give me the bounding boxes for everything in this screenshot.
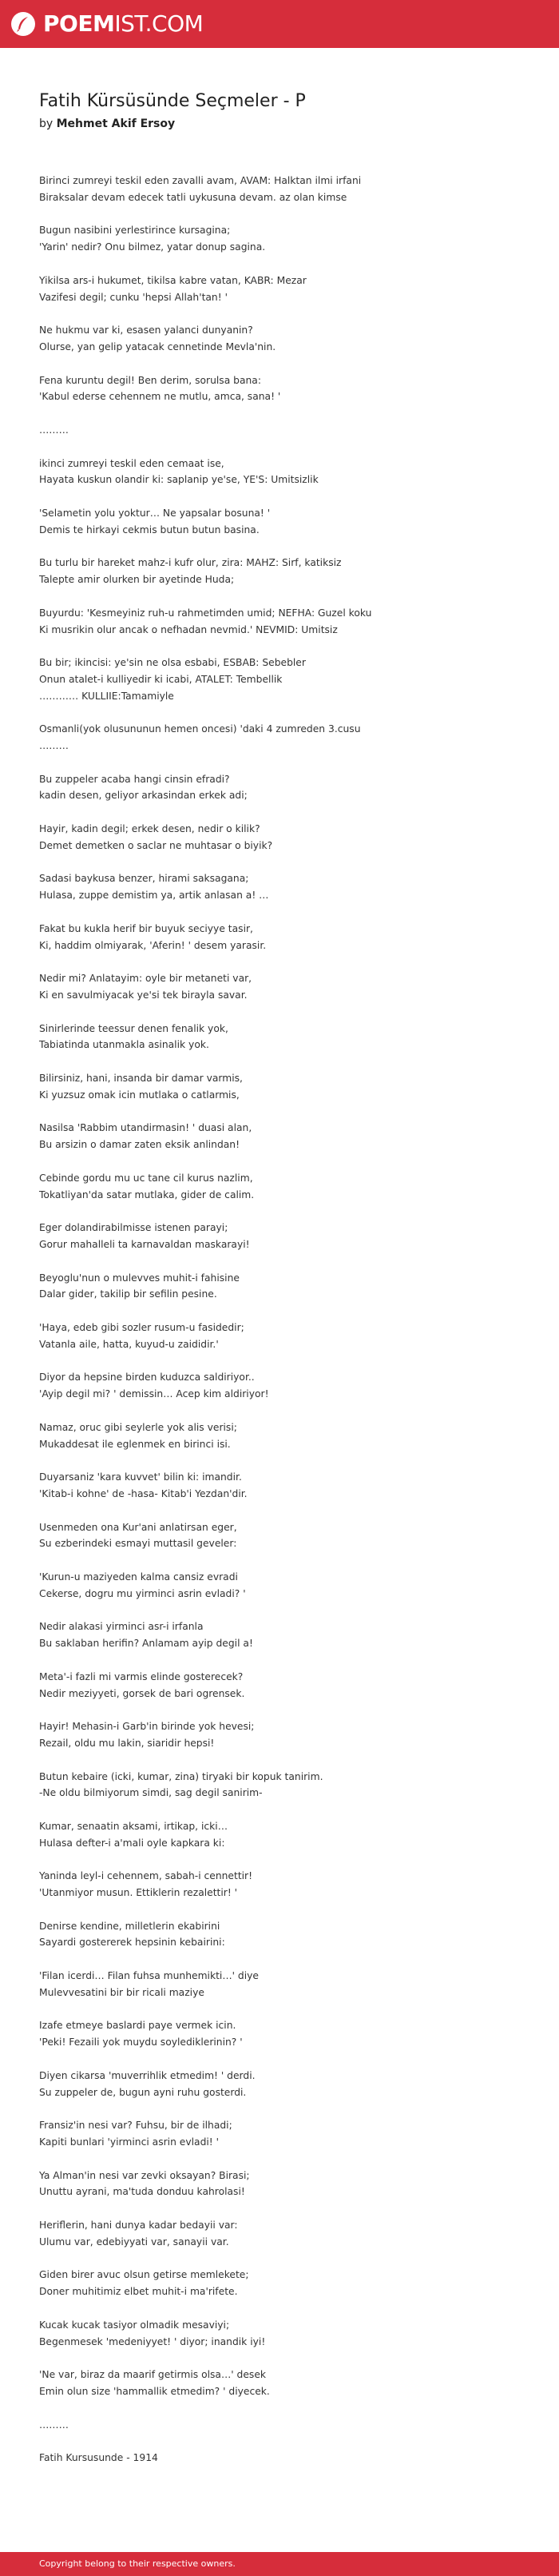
poem-line: Yikilsa ars-i hukumet, tikilsa kabre vatan, KABR: Mezar [39, 274, 307, 286]
poem-stanza [39, 555, 534, 588]
poem-line: Talepte amir olurken bir ayetinde Huda; [39, 574, 235, 586]
author-name[interactable]: Mehmet Akif Ersoy [56, 117, 176, 130]
poem-line: 'Kitab-i kohne' de -hasa- Kitab'i Yezdan'dir. [39, 1487, 248, 1499]
poem-line: Cekerse, dogru mu yirminci asrin evladi? ' [39, 1587, 246, 1599]
poem-stanza [39, 1419, 534, 1453]
poem-line: Rezail, oldu mu lakin, siaridir hepsi! [39, 1737, 215, 1749]
poem-stanza [39, 1868, 534, 1901]
poem-line: Hayir, kadin degil; erkek desen, nedir o kilik? [39, 823, 260, 835]
poem-line: Bugun nasibini yerlestirince kursagina; [39, 225, 231, 237]
poem-stanza [39, 605, 534, 639]
poem-line: Gorur mahalleli ta karnavaldan maskarayi! [39, 1239, 250, 1250]
poem-stanza [39, 1021, 534, 1054]
poem-line: Mukaddesat ile eglenmek en birinci isi. [39, 1438, 231, 1450]
poem-line: Namaz, oruc gibi seylerle yok alis verisi; [39, 1421, 237, 1433]
poem-stanza [39, 1120, 534, 1153]
poem-line: ……… [39, 424, 69, 436]
poem-stanza [39, 2068, 534, 2101]
poem-line: Hayata kuskun olandir ki: saplanip ye'se, YE'S: Umitsizlik [39, 474, 319, 486]
poem-stanza [39, 921, 534, 954]
poem-line: kadin desen, geliyor arkasindan erkek adi; [39, 790, 248, 802]
poem-line: 'Peki! Fezaili yok muydu soylediklerinin? ' [39, 2037, 243, 2048]
poem-stanza [39, 821, 534, 854]
logo-text [43, 11, 203, 37]
poem-stanza [39, 1369, 534, 1403]
poem-line: Sayardi gostererek hepsinin kebairini: [39, 1937, 225, 1949]
poem-stanza [39, 2317, 534, 2351]
poem-stanza [39, 222, 534, 256]
poem-title: Fatih Kürsüsünde Seçmeler - P [39, 91, 306, 111]
footer-bar [0, 2552, 559, 2576]
poem-line: Bu zuppeler acaba hangi cinsin efradi? [39, 773, 230, 785]
poem-line: 'Utanmiyor musun. Ettiklerin rezalettir! ' [39, 1887, 238, 1899]
poem-line: Onun atalet-i kulliyedir ki icabi, ATALET: Tembellik [39, 673, 283, 685]
poem-line: Su zuppeler de, bugun ayni ruhu gosterdi. [39, 2086, 247, 2098]
poem-line: Osmanli(yok olusununun hemen oncesi) 'daki 4 zumreden 3.cusu [39, 723, 361, 735]
poem-line: Mulevvesatini bir bir ricali maziye [39, 1986, 204, 1998]
poem-line: Ki en savulmiyacak ye'si tek birayla savar. [39, 989, 248, 1001]
by-label: by [39, 117, 54, 130]
poem-line: Sinirlerinde teessur denen fenalik yok, [39, 1022, 228, 1034]
poem-stanza [39, 322, 534, 356]
poem-line: Hulasa, zuppe demistim ya, artik anlasan a! … [39, 890, 269, 902]
poem-line: -Ne oldu bilmiyorum simdi, sag degil sanirim- [39, 1787, 263, 1799]
poem-line: Tokatliyan'da satar mutlaka, gider de calim. [39, 1188, 255, 1200]
poem-line: ……… [39, 740, 69, 752]
poem-line: Ulumu var, edebiyyati var, sanayii var. [39, 2236, 229, 2248]
byline [39, 116, 175, 132]
poem-stanza [39, 456, 534, 489]
poem-line: Buyurdu: 'Kesmeyiniz ruh-u rahmetimden umid; NEFHA: Guzel koku [39, 607, 372, 619]
poem-line: Su ezberindeki esmayi muttasil geveler: [39, 1538, 237, 1550]
poem-line: Kucak kucak tasiyor olmadik mesaviyi; [39, 2319, 230, 2331]
poem-line: ………… KULLIIE:Tamamiyle [39, 690, 174, 702]
poem-line: Nedir meziyyeti, gorsek de bari ogrensek. [39, 1687, 245, 1699]
poem-line: Eger dolandirabilmisse istenen parayi; [39, 1222, 228, 1234]
poem-line: Begenmesek 'medeniyyet! ' diyor; inandik iyi! [39, 2335, 266, 2347]
poem-line: 'Selametin yolu yoktur… Ne yapsalar bosuna! ' [39, 507, 271, 519]
poem-stanza [39, 2117, 534, 2151]
poem-stanza [39, 1220, 534, 1253]
poem-line: Vazifesi degil; cunku 'hepsi Allah'tan! ' [39, 291, 228, 303]
poem-stanza [39, 870, 534, 904]
poem-line: 'Filan icerdi… Filan fuhsa munhemikti…' diye [39, 1970, 259, 1982]
poem-line: Unuttu ayrani, ma'tuda donduu kahrolasi! [39, 2186, 245, 2198]
poem-line: Fena kuruntu degil! Ben derim, sorulsa bana: [39, 374, 261, 386]
poem-line: 'Yarin' nedir? Onu bilmez, yatar donup sagina. [39, 241, 266, 253]
poem-line: Denirse kendine, milletlerin ekabirini [39, 1920, 220, 1932]
poem-line: Butun kebaire (icki, kumar, zina) tiryaki bir kopuk tanirim. [39, 1770, 323, 1782]
poem-line: Yaninda leyl-i cehennem, sabah-i cennettir! [39, 1870, 253, 1882]
poem-stanza [39, 2217, 534, 2251]
poem-line: Meta'-i fazli mi varmis elinde gosterecek? [39, 1670, 244, 1682]
poem-line: Cebinde gordu mu uc tane cil kurus nazlim, [39, 1172, 253, 1184]
poem-line: Hulasa defter-i a'mali oyle kapkara ki: [39, 1837, 225, 1849]
poem-line: 'Kabul ederse cehennem ne mutlu, amca, sana! ' [39, 391, 281, 403]
poem-line: 'Kurun-u maziyeden kalma cansiz evradi [39, 1571, 238, 1583]
poem-stanza [39, 505, 534, 539]
poem-line: Duyarsaniz 'kara kuvvet' bilin ki: imandir. [39, 1471, 242, 1483]
poem-line: 'Haya, edeb gibi sozler rusum-u fasidedir; [39, 1321, 244, 1333]
poem-stanza [39, 173, 534, 206]
poem-stanza [39, 1818, 534, 1852]
poem-line: Olurse, yan gelip yatacak cennetinde Mevla'nin. [39, 340, 276, 352]
poem-stanza [39, 2017, 534, 2051]
poem-line: Nedir mi? Anlatayim: oyle bir metaneti var, [39, 973, 252, 985]
poem-line: Usenmeden ona Kur'ani anlatirsan eger, [39, 1521, 237, 1533]
poem-line: Fatih Kursusunde - 1914 [39, 2452, 158, 2464]
logo-text-bold: POEM [43, 10, 115, 37]
poem-stanza [39, 655, 534, 704]
poem-line: Hayir! Mehasin-i Garb'in birinde yok hevesi; [39, 1721, 255, 1733]
poem-line: Fransiz'in nesi var? Fuhsu, bir de ilhadi; [39, 2120, 232, 2132]
poem-line: Nedir alakasi yirminci asr-i irfanla [39, 1621, 204, 1633]
poem-line: Demet demetken o saclar ne muhtasar o biyik? [39, 839, 273, 851]
poem-line: Nasilsa 'Rabbim utandirmasin! ' duasi alan, [39, 1122, 252, 1134]
poem-line: Sadasi baykusa benzer, hirami saksagana; [39, 873, 249, 885]
logo-text-light: IST.COM [114, 10, 204, 37]
poem-stanza [39, 1270, 534, 1304]
poem-stanza [39, 1918, 534, 1952]
poem-line: Emin olun size 'hammallik etmedim? ' diyecek. [39, 2385, 270, 2397]
poem-line: Dalar gider, takilip bir sefilin pesine. [39, 1288, 217, 1300]
poem-line: Ya Alman'in nesi var zevki oksayan? Birasi; [39, 2169, 250, 2181]
poem-line: Tabiatinda utanmakla asinalik yok. [39, 1039, 209, 1051]
poem-line: Diyen cikarsa 'muverrihlik etmedim! ' derdi. [39, 2069, 256, 2081]
poem-stanza [39, 1469, 534, 1503]
poem-line: Ki, haddim olmiyarak, 'Aferin! ' desem yarasir. [39, 939, 267, 951]
poem-stanza [39, 1320, 534, 1353]
poem-line: Kumar, senaatin aksami, irtikap, icki… [39, 1820, 228, 1832]
quill-icon [10, 11, 36, 37]
poem-line: ikinci zumreyi teskil eden cemaat ise, [39, 457, 224, 469]
poem-stanza [39, 721, 534, 754]
poem-line: 'Ayip degil mi? ' demissin… Acep kim aldiriyor! [39, 1388, 269, 1400]
poem-stanza [39, 1569, 534, 1603]
poem-line: Ki yuzsuz omak icin mutlaka o catlarmis, [39, 1089, 240, 1101]
poem-stanza [39, 2367, 534, 2400]
poem-line: Birinci zumreyi teskil eden zavalli avam, AVAM: Halktan ilmi irfani [39, 175, 362, 186]
poem-line: Ne hukmu var ki, esasen yalanci dunyanin? [39, 324, 253, 336]
copyright-text: Copyright belong to their respective owners. [39, 2558, 236, 2569]
poem-line: Bu bir; ikincisi: ye'sin ne olsa esbabi, ESBAB: Sebebler [39, 657, 306, 669]
poem-stanza [39, 1170, 534, 1204]
poem-line: Heriflerin, hani dunya kadar bedayii var: [39, 2220, 238, 2232]
poem-stanza [39, 1968, 534, 2001]
poem-line: Vatanla aile, hatta, kuyud-u zaididir.' [39, 1338, 219, 1350]
poem-line: Diyor da hepsine birden kuduzca saldiriyor.. [39, 1372, 255, 1384]
poem-line: 'Ne var, biraz da maarif getirmis olsa…' desek [39, 2369, 267, 2381]
poem-line: Biraksalar devam edecek tatli uykusuna devam. az olan kimse [39, 191, 347, 203]
top-bar [0, 0, 559, 48]
poem-stanza [39, 2417, 534, 2434]
poem-stanza [39, 372, 534, 406]
poem-stanza [39, 2450, 534, 2467]
poem-stanza [39, 771, 534, 805]
poem-line: ……… [39, 2419, 69, 2431]
poem-stanza [39, 2267, 534, 2300]
poem-line: Bilirsiniz, hani, insanda bir damar varmis, [39, 1073, 243, 1085]
poem-stanza [39, 1769, 534, 1802]
poem-line: Beyoglu'nun o mulevves muhit-i fahisine [39, 1272, 240, 1284]
poem-stanza [39, 1669, 534, 1702]
poem-line: Doner muhitimiz elbet muhit-i ma'rifete. [39, 2286, 238, 2298]
poem-stanza [39, 970, 534, 1004]
poem-stanza [39, 1519, 534, 1553]
poem-body [39, 173, 534, 2483]
poem-stanza [39, 1618, 534, 1652]
poem-line: Bu turlu bir hareket mahz-i kufr olur, zira: MAHZ: Sirf, katiksiz [39, 557, 342, 569]
poem-stanza [39, 1070, 534, 1104]
poem-line: Izafe etmeye baslardi paye vermek icin. [39, 2020, 236, 2032]
poem-line: Fakat bu kukla herif bir buyuk seciyye tasir, [39, 922, 253, 934]
poem-line: Kapiti bunlari 'yirminci asrin evladi! ' [39, 2136, 220, 2148]
poem-line: Bu saklaban herifin? Anlamam ayip degil a! [39, 1638, 253, 1650]
poem-stanza [39, 273, 534, 306]
poem-line: Demis te hirkayi cekmis butun butun basina. [39, 524, 260, 536]
site-logo[interactable] [10, 11, 203, 37]
poem-stanza [39, 2168, 534, 2201]
poem-line: Giden birer avuc olsun getirse memlekete; [39, 2269, 249, 2281]
poem-stanza [39, 422, 534, 439]
poem-stanza [39, 1718, 534, 1752]
poem-line: Ki musrikin olur ancak o nefhadan nevmid.' NEVMID: Umitsiz [39, 623, 338, 635]
poem-line: Bu arsizin o damar zaten eksik anlindan! [39, 1139, 240, 1151]
